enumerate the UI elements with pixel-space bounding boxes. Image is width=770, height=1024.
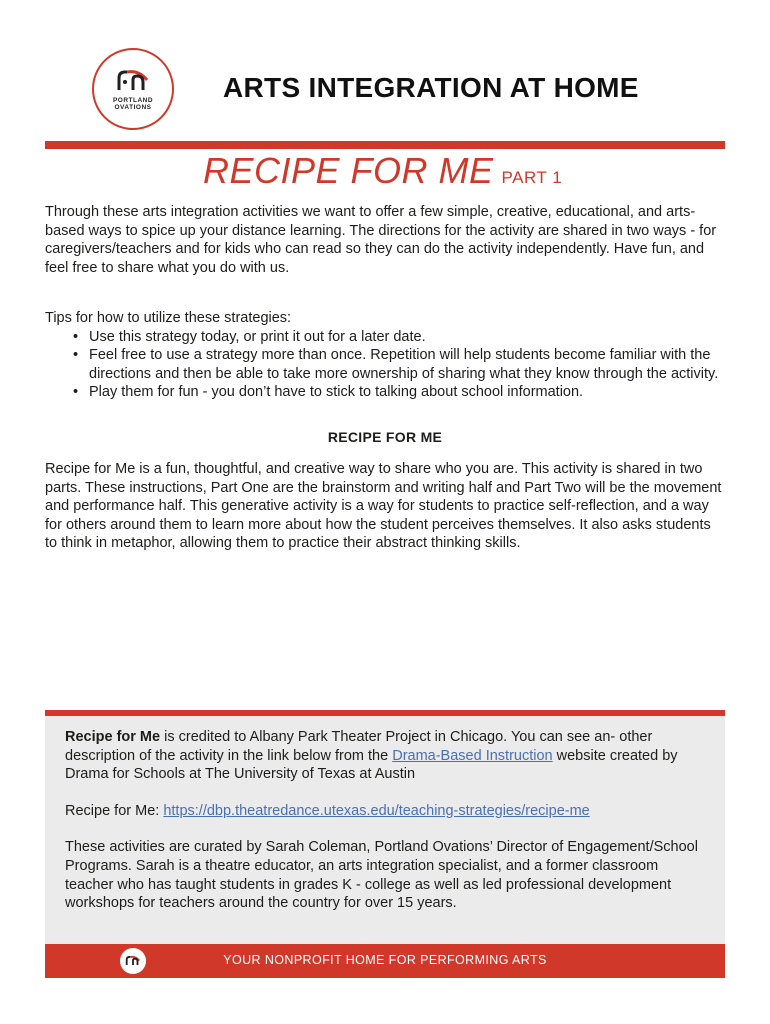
credit-text-1: is credited to Albany Park Theater Project in Chicago. You can see an- other description of the activity in the link below from the [65,729,653,764]
tips-list [45,328,725,402]
footer-tagline: YOUR NONPROFIT HOME FOR PERFORMING ARTS [223,953,547,967]
credit-text-2: website created by Drama for Schools at The University of Texas at Austin [65,747,678,783]
recipe-for-me-link[interactable]: https://dbp.theatredance.utexas.edu/teaching-strategies/recipe-me [163,802,590,819]
title-main: RECIPE FOR ME [203,150,494,191]
recipe-description: Recipe for Me is a fun, thoughtful, and creative way to share who you are. This activity is shared in two parts. These instructions, Part One are the brainstorm and writing half and Part Two will be the movement and performance half. This generative activity is a way for students to practice self-reflection, and a way for others around them to learn more about how the student perceives themselves. It also asks students to think in metaphor, allowing them to practice their abstract thinking skills. [45,461,722,552]
intro-paragraph: Through these arts integration activities we want to offer a few simple, creative, educational, and arts-based ways to spice up your distance learning. The directions for the activity are shared in two ways - for caregivers/teachers and for kids who can read so they can do the activity independently. Have fun, and feel free to share what you do with us. [45,204,717,276]
portland-ovations-logo [92,48,174,130]
header-divider [45,141,725,149]
footer-content [65,728,705,931]
footer-divider [45,710,725,716]
drama-based-instruction-link[interactable]: Drama-Based Instruction [392,747,553,764]
tip-item: • Feel free to use a strategy more than once. Repetition will help students become familiar with the directions and then be able to take more ownership of sharing what they know through the activity. [73,346,725,383]
section-heading: RECIPE FOR ME [327,429,443,445]
footer-box [45,710,725,978]
theater-mark-icon [113,68,153,94]
title-part: PART 1 [501,168,563,187]
header-title: ARTS INTEGRATION AT HOME [223,72,639,103]
recipe-link-paragraph [65,802,705,821]
link-label: Recipe for Me: [65,802,164,819]
tips-heading: Tips for how to utilize these strategies: [45,310,292,326]
tips-section [45,309,725,402]
logo-wordmark [113,97,153,111]
tip-item: • Use this strategy today, or print it out for a later date. [73,328,725,347]
logo-line-1: PORTLAND [112,96,154,104]
credit-paragraph [65,728,705,784]
credit-bold: Recipe for Me [65,729,161,745]
tip-item: • Play them for fun - you don’t have to stick to talking about school information. [73,383,725,402]
logo-line-2: OVATIONS [114,103,152,111]
document-title [203,150,562,192]
footer-bar [45,944,725,978]
curator-paragraph: These activities are curated by Sarah Coleman, Portland Ovations’ Director of Engagement/School Programs. Sarah is a theatre educator, an arts integration specialist, and a former classroom teacher who has taught students in grades K - college as well as led professional development workshops for teachers around the country for over 15 years. [65,839,698,912]
